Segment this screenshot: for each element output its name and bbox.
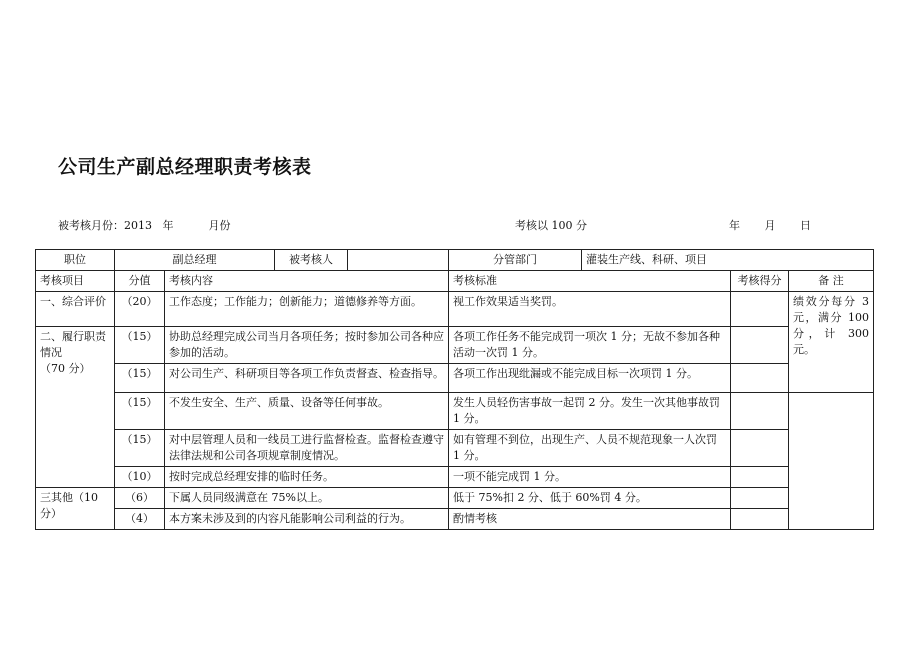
standard-cell: 酌情考核: [449, 509, 731, 530]
earned-cell: [731, 509, 789, 530]
earned-cell: [731, 292, 789, 327]
standard-cell: 如有管理不到位，出现生产、人员不规范现象一人次罚 1 分。: [449, 430, 731, 467]
dept-value: 灌装生产线、科研、项目: [582, 250, 874, 271]
score-cell: （20）: [115, 292, 165, 327]
table-row: [36, 509, 874, 530]
page-title: 公司生产副总经理职责考核表: [58, 156, 312, 178]
header-content: 考核内容: [165, 271, 449, 292]
content-cell: 本方案未涉及到的内容凡能影响公司利益的行为。: [165, 509, 449, 530]
standard-cell: 低于 75%扣 2 分、低于 60%罚 4 分。: [449, 488, 731, 509]
content-cell: 对公司生产、科研项目等各项工作负责督查、检查指导。: [165, 364, 449, 393]
info-row: [36, 250, 874, 271]
position-label: 职位: [36, 250, 115, 271]
content-cell: 下属人员同级满意在 75%以上。: [165, 488, 449, 509]
standard-cell: 发生人员轻伤害事故一起罚 2 分。发生一次其他事故罚 1 分。: [449, 393, 731, 430]
standard-cell: 各项工作任务不能完成罚一项次 1 分；无故不参加各种活动一次罚 1 分。: [449, 327, 731, 364]
assessee-label: 被考核人: [275, 250, 348, 271]
assessment-table: [35, 249, 874, 530]
header-score: 分值: [115, 271, 165, 292]
standard-cell: 一项不能完成罚 1 分。: [449, 467, 731, 488]
header-standard: 考核标准: [449, 271, 731, 292]
header-item: 考核项目: [36, 271, 115, 292]
header-row: [36, 271, 874, 292]
score-cell: （10）: [115, 467, 165, 488]
table-row: [36, 327, 874, 364]
standard-cell: 各项工作出现纰漏或不能完成目标一次项罚 1 分。: [449, 364, 731, 393]
score-cell: （15）: [115, 327, 165, 364]
dept-label: 分管部门: [449, 250, 582, 271]
score-cell: （15）: [115, 364, 165, 393]
remark-cell-empty: [789, 393, 874, 530]
content-cell: 工作态度；工作能力；创新能力；道德修养等方面。: [165, 292, 449, 327]
content-cell: 按时完成总经理安排的临时任务。: [165, 467, 449, 488]
item-cell: 三其他（10 分）: [36, 488, 115, 530]
earned-cell: [731, 467, 789, 488]
content-cell: 不发生安全、生产、质量、设备等任何事故。: [165, 393, 449, 430]
assessee-value: [348, 250, 449, 271]
remark-cell: 绩效分每分 3 元，满分 100 分，计 300元。: [789, 292, 874, 393]
earned-cell: [731, 430, 789, 467]
score-cell: （6）: [115, 488, 165, 509]
score-cell: （4）: [115, 509, 165, 530]
header-earned: 考核得分: [731, 271, 789, 292]
position-value: 副总经理: [115, 250, 275, 271]
earned-cell: [731, 327, 789, 364]
total-score-label: 考核以 100 分: [515, 219, 587, 232]
table-row: [36, 393, 874, 430]
date-label: 年 月 日: [729, 219, 811, 232]
header-remark: 备 注: [789, 271, 874, 292]
item-cell: 一、综合评价: [36, 292, 115, 327]
item-cell: 二、履行职责情况 （70 分）: [36, 327, 115, 488]
table-row: [36, 467, 874, 488]
score-cell: （15）: [115, 430, 165, 467]
score-cell: （15）: [115, 393, 165, 430]
earned-cell: [731, 393, 789, 430]
assessment-month-label: 被考核月份：2013 年 月份: [58, 219, 231, 232]
content-cell: 协助总经理完成公司当月各项任务；按时参加公司各种应参加的活动。: [165, 327, 449, 364]
standard-cell: 视工作效果适当奖罚。: [449, 292, 731, 327]
content-cell: 对中层管理人员和一线员工进行监督检查。监督检查遵守法律法规和公司各项规章制度情况。: [165, 430, 449, 467]
earned-cell: [731, 364, 789, 393]
table-row: [36, 292, 874, 327]
table-row: [36, 364, 874, 393]
table-row: [36, 488, 874, 509]
earned-cell: [731, 488, 789, 509]
table-row: [36, 430, 874, 467]
